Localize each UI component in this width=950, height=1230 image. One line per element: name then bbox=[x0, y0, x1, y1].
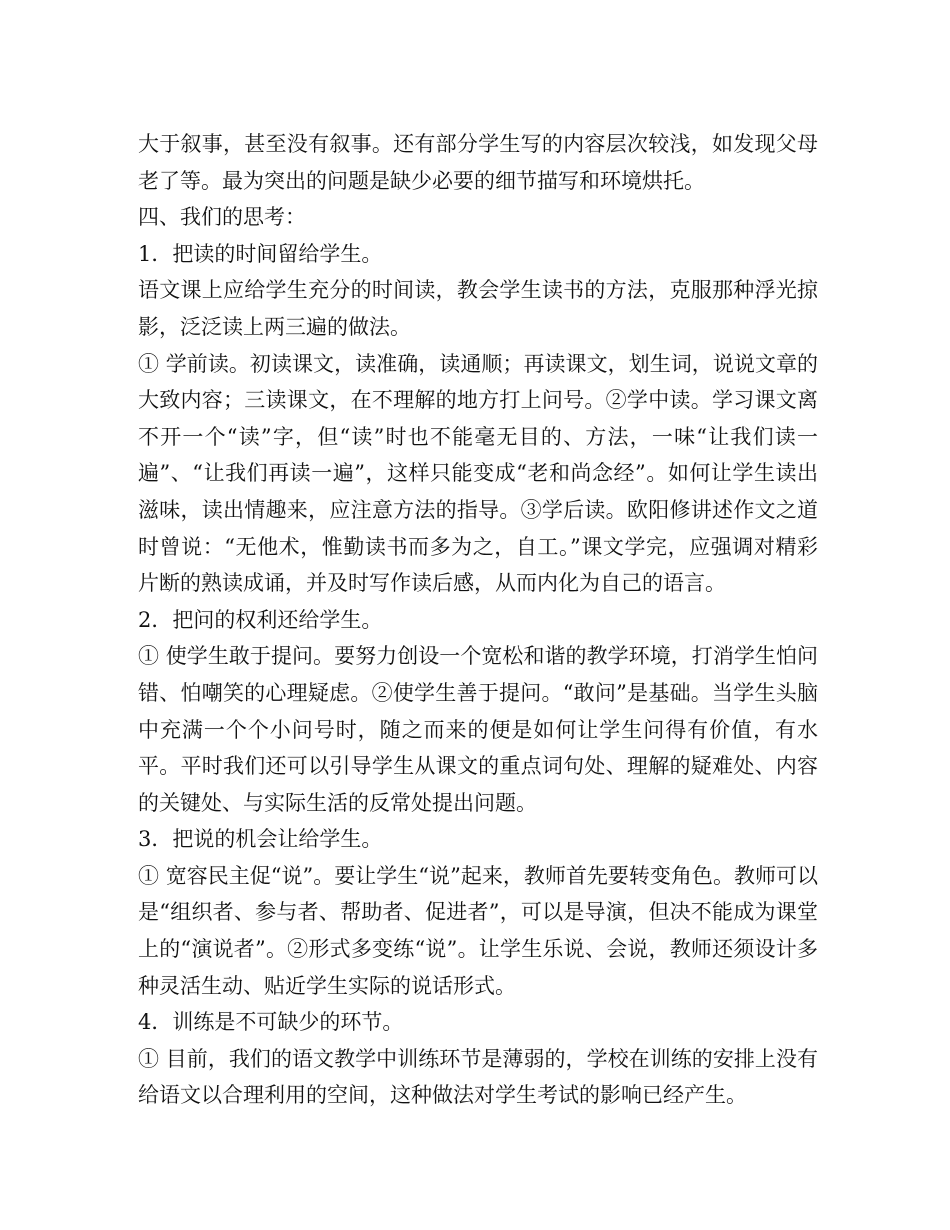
paragraph-narrative-problems: 大于叙事，甚至没有叙事。还有部分学生写的内容层次较浅，如发现父母老了等。最为突出的问题是缺少必要的细节描写和环境烘托。 bbox=[138, 132, 818, 193]
section-heading-thoughts: 四、我们的思考： bbox=[138, 205, 306, 230]
paragraph-questioning: ① 使学生敢于提问。要努力创设一个宽松和谐的教学环境，打消学生怕问错、怕嘲笑的心理疑虑。②使学生善于提问。“敢问”是基础。当学生头脑中充满一个个小问号时，随之而来的便是如何让学生问得有价值，有水平。平时我们还可以引导学生从课文的重点词句处、理解的疑难处、内容的关键处、与实际生活的反常处提出问题。 bbox=[138, 644, 818, 815]
paragraph-reading-intro: 语文课上应给学生充分的时间读，教会学生读书的方法，克服那种浮光掠影，泛泛读上两三遍的做法。 bbox=[138, 278, 818, 339]
subheading-training: 4．训练是不可缺少的环节。 bbox=[138, 1010, 404, 1035]
paragraph-training: ① 目前，我们的语文教学中训练环节是薄弱的，学校在训练的安排上没有给语文以合理利用的空间，这种做法对学生考试的影响已经产生。 bbox=[138, 1046, 818, 1108]
document-page bbox=[138, 126, 818, 1114]
paragraph-reading-stages: ① 学前读。初读课文，读准确，读通顺；再读课文，划生词，说说文章的大致内容；三读课文，在不理解的地方打上问号。②学中读。学习课文离不开一个“读”字，但“读”时也不能毫无目的、方法，一味“让我们读一遍”、“让我们再读一遍”，这样只能变成“老和尚念经”。如何让学生读出滋味，读出情趣来，应注意方法的指导。③学后读。欧阳修讲述作文之道时曾说：“无他术，惟勤读书而多为之，自工。”课文学完，应强调对精彩片断的熟读成诵，并及时写作读后感，从而内化为自己的语言。 bbox=[138, 351, 818, 596]
paragraph-speaking: ① 宽容民主促“说”。要让学生“说”起来，教师首先要转变角色。教师可以是“组织者、参与者、帮助者、促进者”，可以是导演，但决不能成为课堂上的“演说者”。②形式多变练“说”。让学生乐说、会说，教师还须设计多种灵活生动、贴近学生实际的说话形式。 bbox=[138, 863, 818, 998]
subheading-question-rights: 2．把问的权利还给学生。 bbox=[138, 607, 383, 632]
subheading-reading-time: 1．把读的时间留给学生。 bbox=[138, 241, 383, 266]
subheading-speaking-chances: 3．把说的机会让给学生。 bbox=[138, 827, 383, 852]
